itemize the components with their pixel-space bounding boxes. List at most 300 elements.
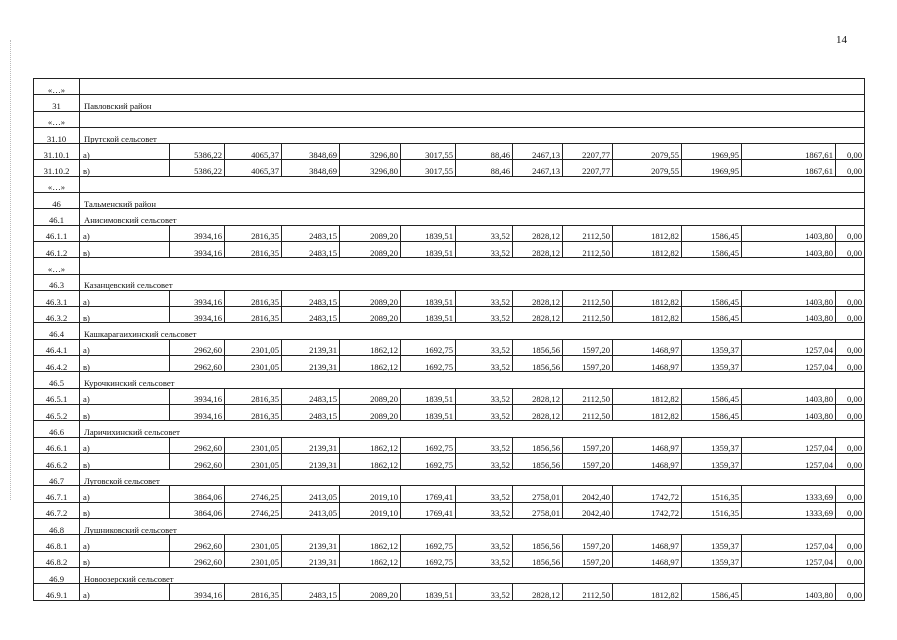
- section-title: Тальменский район: [80, 193, 865, 209]
- section-row: [34, 95, 865, 111]
- value-cell: 2112,50: [563, 388, 613, 404]
- value-cell: 2019,10: [340, 502, 401, 518]
- value-cell: 1839,51: [401, 225, 456, 241]
- value-cell: 1403,80: [742, 404, 836, 420]
- value-cell: 1257,04: [742, 551, 836, 567]
- value-cell: 1403,80: [742, 584, 836, 600]
- row-code: 46.9.1: [34, 584, 80, 600]
- value-cell: 1867,61: [742, 144, 836, 160]
- value-cell: 3864,06: [170, 502, 225, 518]
- row-mark: а): [80, 225, 170, 241]
- row-code: 46.4: [34, 323, 80, 339]
- value-cell: 1867,61: [742, 160, 836, 176]
- margin-rule: [10, 40, 11, 500]
- value-cell: 1586,45: [682, 225, 742, 241]
- value-cell: 2089,20: [340, 225, 401, 241]
- value-cell: 0,00: [836, 388, 865, 404]
- value-cell: 2828,12: [513, 388, 563, 404]
- value-cell: 1812,82: [613, 584, 682, 600]
- section-title: Курочкинский сельсовет: [80, 372, 865, 388]
- value-cell: 1839,51: [401, 404, 456, 420]
- row-code: 46.4.1: [34, 339, 80, 355]
- value-cell: 4065,37: [225, 144, 282, 160]
- value-cell: 1862,12: [340, 356, 401, 372]
- value-cell: 1403,80: [742, 225, 836, 241]
- value-cell: 2816,35: [225, 241, 282, 257]
- value-cell: 1359,37: [682, 339, 742, 355]
- value-cell: 33,52: [456, 388, 513, 404]
- value-cell: 1812,82: [613, 388, 682, 404]
- value-cell: 2079,55: [613, 144, 682, 160]
- value-cell: 1597,20: [563, 437, 613, 453]
- row-code: 46.3: [34, 274, 80, 290]
- value-cell: 33,52: [456, 502, 513, 518]
- row-mark: в): [80, 241, 170, 257]
- value-cell: 1597,20: [563, 356, 613, 372]
- value-cell: 2962,60: [170, 437, 225, 453]
- value-cell: 1812,82: [613, 290, 682, 306]
- value-cell: 2089,20: [340, 290, 401, 306]
- value-cell: 2042,40: [563, 486, 613, 502]
- value-cell: 1359,37: [682, 356, 742, 372]
- value-cell: 1403,80: [742, 241, 836, 257]
- section-title: Ларичихинский сельсовет: [80, 421, 865, 437]
- row-code: 46.1.2: [34, 241, 80, 257]
- row-mark: в): [80, 307, 170, 323]
- value-cell: 33,52: [456, 437, 513, 453]
- value-cell: 1586,45: [682, 584, 742, 600]
- value-cell: 2816,35: [225, 404, 282, 420]
- value-cell: 1839,51: [401, 584, 456, 600]
- value-cell: 4065,37: [225, 160, 282, 176]
- value-cell: 0,00: [836, 437, 865, 453]
- value-cell: 33,52: [456, 535, 513, 551]
- row-mark: а): [80, 437, 170, 453]
- value-cell: 2828,12: [513, 584, 563, 600]
- table-row: [34, 535, 865, 551]
- value-cell: 0,00: [836, 290, 865, 306]
- value-cell: 2112,50: [563, 584, 613, 600]
- value-cell: 1862,12: [340, 339, 401, 355]
- value-cell: 1692,75: [401, 356, 456, 372]
- section-row: [34, 127, 865, 143]
- value-cell: 33,52: [456, 404, 513, 420]
- value-cell: 1862,12: [340, 453, 401, 469]
- value-cell: 1257,04: [742, 437, 836, 453]
- value-cell: 1839,51: [401, 290, 456, 306]
- row-code: 46.5: [34, 372, 80, 388]
- value-cell: 2816,35: [225, 584, 282, 600]
- value-cell: 88,46: [456, 144, 513, 160]
- value-cell: 1359,37: [682, 551, 742, 567]
- value-cell: 2089,20: [340, 307, 401, 323]
- row-mark: в): [80, 356, 170, 372]
- value-cell: 2816,35: [225, 307, 282, 323]
- value-cell: 2962,60: [170, 535, 225, 551]
- value-cell: 1856,56: [513, 551, 563, 567]
- value-cell: 1856,56: [513, 356, 563, 372]
- value-cell: 33,52: [456, 356, 513, 372]
- value-cell: 1597,20: [563, 453, 613, 469]
- row-code: 31.10.2: [34, 160, 80, 176]
- table-row: [34, 241, 865, 257]
- value-cell: 33,52: [456, 486, 513, 502]
- row-code: 46.4.2: [34, 356, 80, 372]
- table-row: [34, 225, 865, 241]
- value-cell: 1812,82: [613, 241, 682, 257]
- value-cell: 33,52: [456, 339, 513, 355]
- value-cell: 1333,69: [742, 486, 836, 502]
- value-cell: 0,00: [836, 339, 865, 355]
- table-row: [34, 453, 865, 469]
- value-cell: 0,00: [836, 225, 865, 241]
- value-cell: 0,00: [836, 404, 865, 420]
- table-row: [34, 551, 865, 567]
- row-mark: а): [80, 388, 170, 404]
- value-cell: 0,00: [836, 584, 865, 600]
- value-cell: 2816,35: [225, 290, 282, 306]
- row-code: 46.3.2: [34, 307, 80, 323]
- table-row: [34, 437, 865, 453]
- value-cell: 1403,80: [742, 388, 836, 404]
- value-cell: 0,00: [836, 486, 865, 502]
- value-cell: 3934,16: [170, 241, 225, 257]
- value-cell: 2483,15: [282, 404, 340, 420]
- row-mark: а): [80, 144, 170, 160]
- value-cell: 2112,50: [563, 241, 613, 257]
- value-cell: 0,00: [836, 535, 865, 551]
- table-body: [34, 79, 865, 601]
- value-cell: 1692,75: [401, 551, 456, 567]
- row-code: 46.7.2: [34, 502, 80, 518]
- value-cell: 2207,77: [563, 144, 613, 160]
- section-title: Казанцевский сельсовет: [80, 274, 865, 290]
- value-cell: 3934,16: [170, 290, 225, 306]
- value-cell: 88,46: [456, 160, 513, 176]
- omission-row: [34, 79, 865, 95]
- section-title: Павловский район: [80, 95, 865, 111]
- value-cell: 1839,51: [401, 241, 456, 257]
- value-cell: 3848,69: [282, 144, 340, 160]
- value-cell: 2112,50: [563, 225, 613, 241]
- value-cell: 1403,80: [742, 307, 836, 323]
- value-cell: 1516,35: [682, 502, 742, 518]
- value-cell: 1856,56: [513, 339, 563, 355]
- row-code: 46.5.1: [34, 388, 80, 404]
- row-mark: в): [80, 453, 170, 469]
- value-cell: 2139,31: [282, 356, 340, 372]
- section-row: [34, 567, 865, 583]
- value-cell: 1862,12: [340, 437, 401, 453]
- table-row: [34, 339, 865, 355]
- row-code: 46.9: [34, 567, 80, 583]
- section-row: [34, 193, 865, 209]
- value-cell: 1856,56: [513, 535, 563, 551]
- value-cell: 2758,01: [513, 502, 563, 518]
- value-cell: 1862,12: [340, 551, 401, 567]
- value-cell: 2758,01: [513, 486, 563, 502]
- value-cell: 1969,95: [682, 160, 742, 176]
- value-cell: 2483,15: [282, 388, 340, 404]
- row-mark: а): [80, 486, 170, 502]
- value-cell: 3864,06: [170, 486, 225, 502]
- value-cell: 3934,16: [170, 584, 225, 600]
- value-cell: 1742,72: [613, 486, 682, 502]
- value-cell: 3296,80: [340, 160, 401, 176]
- value-cell: 2962,60: [170, 551, 225, 567]
- value-cell: 1359,37: [682, 453, 742, 469]
- value-cell: 2483,15: [282, 225, 340, 241]
- table-row: [34, 486, 865, 502]
- value-cell: 1812,82: [613, 307, 682, 323]
- value-cell: 1468,97: [613, 551, 682, 567]
- value-cell: 2139,31: [282, 453, 340, 469]
- row-mark: а): [80, 535, 170, 551]
- value-cell: 1257,04: [742, 339, 836, 355]
- value-cell: 3017,55: [401, 144, 456, 160]
- row-code: 46.7: [34, 470, 80, 486]
- value-cell: 1597,20: [563, 535, 613, 551]
- value-cell: 2301,05: [225, 356, 282, 372]
- value-cell: 3934,16: [170, 225, 225, 241]
- value-cell: 3934,16: [170, 388, 225, 404]
- table-row: [34, 307, 865, 323]
- value-cell: 1257,04: [742, 535, 836, 551]
- value-cell: 1468,97: [613, 437, 682, 453]
- table-row: [34, 356, 865, 372]
- row-mark: в): [80, 502, 170, 518]
- row-code: 46.6.1: [34, 437, 80, 453]
- value-cell: 1969,95: [682, 144, 742, 160]
- value-cell: 2139,31: [282, 551, 340, 567]
- value-cell: 1468,97: [613, 356, 682, 372]
- value-cell: 1597,20: [563, 339, 613, 355]
- row-mark: в): [80, 160, 170, 176]
- value-cell: 1769,41: [401, 486, 456, 502]
- value-cell: 1742,72: [613, 502, 682, 518]
- value-cell: 2828,12: [513, 290, 563, 306]
- value-cell: 2962,60: [170, 453, 225, 469]
- value-cell: 33,52: [456, 241, 513, 257]
- value-cell: 0,00: [836, 551, 865, 567]
- section-row: [34, 274, 865, 290]
- omission-mark: «…»: [34, 79, 80, 95]
- row-code: 46.5.2: [34, 404, 80, 420]
- section-row: [34, 323, 865, 339]
- section-row: [34, 470, 865, 486]
- value-cell: 1257,04: [742, 453, 836, 469]
- value-cell: 2816,35: [225, 225, 282, 241]
- row-code: 46: [34, 193, 80, 209]
- value-cell: 2828,12: [513, 241, 563, 257]
- tariff-table: [33, 78, 865, 601]
- value-cell: 33,52: [456, 453, 513, 469]
- value-cell: 2483,15: [282, 290, 340, 306]
- value-cell: 2301,05: [225, 339, 282, 355]
- value-cell: 1812,82: [613, 404, 682, 420]
- section-row: [34, 209, 865, 225]
- value-cell: 2079,55: [613, 160, 682, 176]
- value-cell: 1359,37: [682, 437, 742, 453]
- value-cell: 1862,12: [340, 535, 401, 551]
- omission-row: [34, 258, 865, 274]
- omission-mark: «…»: [34, 258, 80, 274]
- value-cell: 0,00: [836, 160, 865, 176]
- row-code: 46.6: [34, 421, 80, 437]
- value-cell: 2301,05: [225, 551, 282, 567]
- value-cell: 1586,45: [682, 388, 742, 404]
- value-cell: 3934,16: [170, 307, 225, 323]
- value-cell: 33,52: [456, 584, 513, 600]
- value-cell: 2467,13: [513, 160, 563, 176]
- value-cell: 3848,69: [282, 160, 340, 176]
- value-cell: 1839,51: [401, 388, 456, 404]
- value-cell: 1516,35: [682, 486, 742, 502]
- row-mark: а): [80, 584, 170, 600]
- value-cell: 1856,56: [513, 437, 563, 453]
- value-cell: 2139,31: [282, 535, 340, 551]
- section-title: Прутской сельсовет: [80, 127, 865, 143]
- value-cell: 1403,80: [742, 290, 836, 306]
- value-cell: 0,00: [836, 502, 865, 518]
- value-cell: 0,00: [836, 453, 865, 469]
- table-row: [34, 160, 865, 176]
- value-cell: 2413,05: [282, 502, 340, 518]
- row-code: 46.6.2: [34, 453, 80, 469]
- value-cell: 1812,82: [613, 225, 682, 241]
- section-row: [34, 372, 865, 388]
- value-cell: 1692,75: [401, 339, 456, 355]
- value-cell: 2112,50: [563, 404, 613, 420]
- value-cell: 2483,15: [282, 307, 340, 323]
- section-title: Анисимовский сельсовет: [80, 209, 865, 225]
- value-cell: 2112,50: [563, 307, 613, 323]
- value-cell: 5386,22: [170, 160, 225, 176]
- section-title: Луговской сельсовет: [80, 470, 865, 486]
- value-cell: 0,00: [836, 356, 865, 372]
- value-cell: 2746,25: [225, 486, 282, 502]
- section-title: Кашкарагаихинский сельсовет: [80, 323, 865, 339]
- value-cell: 1839,51: [401, 307, 456, 323]
- value-cell: 1586,45: [682, 404, 742, 420]
- row-code: 31.10.1: [34, 144, 80, 160]
- row-code: 46.3.1: [34, 290, 80, 306]
- table-row: [34, 144, 865, 160]
- value-cell: 1468,97: [613, 339, 682, 355]
- value-cell: 33,52: [456, 307, 513, 323]
- table-row: [34, 502, 865, 518]
- omission-fill: [80, 111, 865, 127]
- value-cell: 2089,20: [340, 404, 401, 420]
- row-mark: в): [80, 404, 170, 420]
- value-cell: 2042,40: [563, 502, 613, 518]
- value-cell: 1692,75: [401, 437, 456, 453]
- value-cell: 1586,45: [682, 290, 742, 306]
- value-cell: 3296,80: [340, 144, 401, 160]
- row-code: 46.8.2: [34, 551, 80, 567]
- row-code: 46.1.1: [34, 225, 80, 241]
- value-cell: 33,52: [456, 225, 513, 241]
- table-row: [34, 404, 865, 420]
- value-cell: 2962,60: [170, 356, 225, 372]
- section-title: Новоозерский сельсовет: [80, 567, 865, 583]
- omission-fill: [80, 79, 865, 95]
- value-cell: 1597,20: [563, 551, 613, 567]
- value-cell: 33,52: [456, 290, 513, 306]
- value-cell: 1692,75: [401, 535, 456, 551]
- page-number: 14: [836, 34, 847, 46]
- table-row: [34, 584, 865, 600]
- value-cell: 1468,97: [613, 453, 682, 469]
- value-cell: 33,52: [456, 551, 513, 567]
- section-row: [34, 519, 865, 535]
- value-cell: 5386,22: [170, 144, 225, 160]
- value-cell: 0,00: [836, 144, 865, 160]
- table-row: [34, 388, 865, 404]
- value-cell: 2019,10: [340, 486, 401, 502]
- section-title: Лушниковский сельсовет: [80, 519, 865, 535]
- value-cell: 1586,45: [682, 307, 742, 323]
- row-code: 31.10: [34, 127, 80, 143]
- value-cell: 2483,15: [282, 584, 340, 600]
- row-code: 31: [34, 95, 80, 111]
- value-cell: 1692,75: [401, 453, 456, 469]
- value-cell: 2962,60: [170, 339, 225, 355]
- value-cell: 0,00: [836, 307, 865, 323]
- value-cell: 2828,12: [513, 404, 563, 420]
- row-code: 46.7.1: [34, 486, 80, 502]
- value-cell: 1468,97: [613, 535, 682, 551]
- row-code: 46.8.1: [34, 535, 80, 551]
- value-cell: 2089,20: [340, 388, 401, 404]
- value-cell: 1856,56: [513, 453, 563, 469]
- value-cell: 2746,25: [225, 502, 282, 518]
- value-cell: 3017,55: [401, 160, 456, 176]
- section-row: [34, 421, 865, 437]
- row-code: 46.8: [34, 519, 80, 535]
- value-cell: 1769,41: [401, 502, 456, 518]
- row-mark: а): [80, 290, 170, 306]
- omission-row: [34, 111, 865, 127]
- value-cell: 2301,05: [225, 535, 282, 551]
- value-cell: 2467,13: [513, 144, 563, 160]
- value-cell: 2483,15: [282, 241, 340, 257]
- omission-row: [34, 176, 865, 192]
- value-cell: 3934,16: [170, 404, 225, 420]
- row-mark: в): [80, 551, 170, 567]
- omission-mark: «…»: [34, 176, 80, 192]
- row-code: 46.1: [34, 209, 80, 225]
- value-cell: 2301,05: [225, 437, 282, 453]
- row-mark: а): [80, 339, 170, 355]
- omission-fill: [80, 176, 865, 192]
- value-cell: 1257,04: [742, 356, 836, 372]
- value-cell: 2828,12: [513, 307, 563, 323]
- value-cell: 2089,20: [340, 241, 401, 257]
- value-cell: 2139,31: [282, 339, 340, 355]
- value-cell: 2207,77: [563, 160, 613, 176]
- value-cell: 2816,35: [225, 388, 282, 404]
- value-cell: 2139,31: [282, 437, 340, 453]
- value-cell: 1333,69: [742, 502, 836, 518]
- value-cell: 1586,45: [682, 241, 742, 257]
- omission-fill: [80, 258, 865, 274]
- value-cell: 2301,05: [225, 453, 282, 469]
- value-cell: 2828,12: [513, 225, 563, 241]
- table-row: [34, 290, 865, 306]
- value-cell: 0,00: [836, 241, 865, 257]
- value-cell: 1359,37: [682, 535, 742, 551]
